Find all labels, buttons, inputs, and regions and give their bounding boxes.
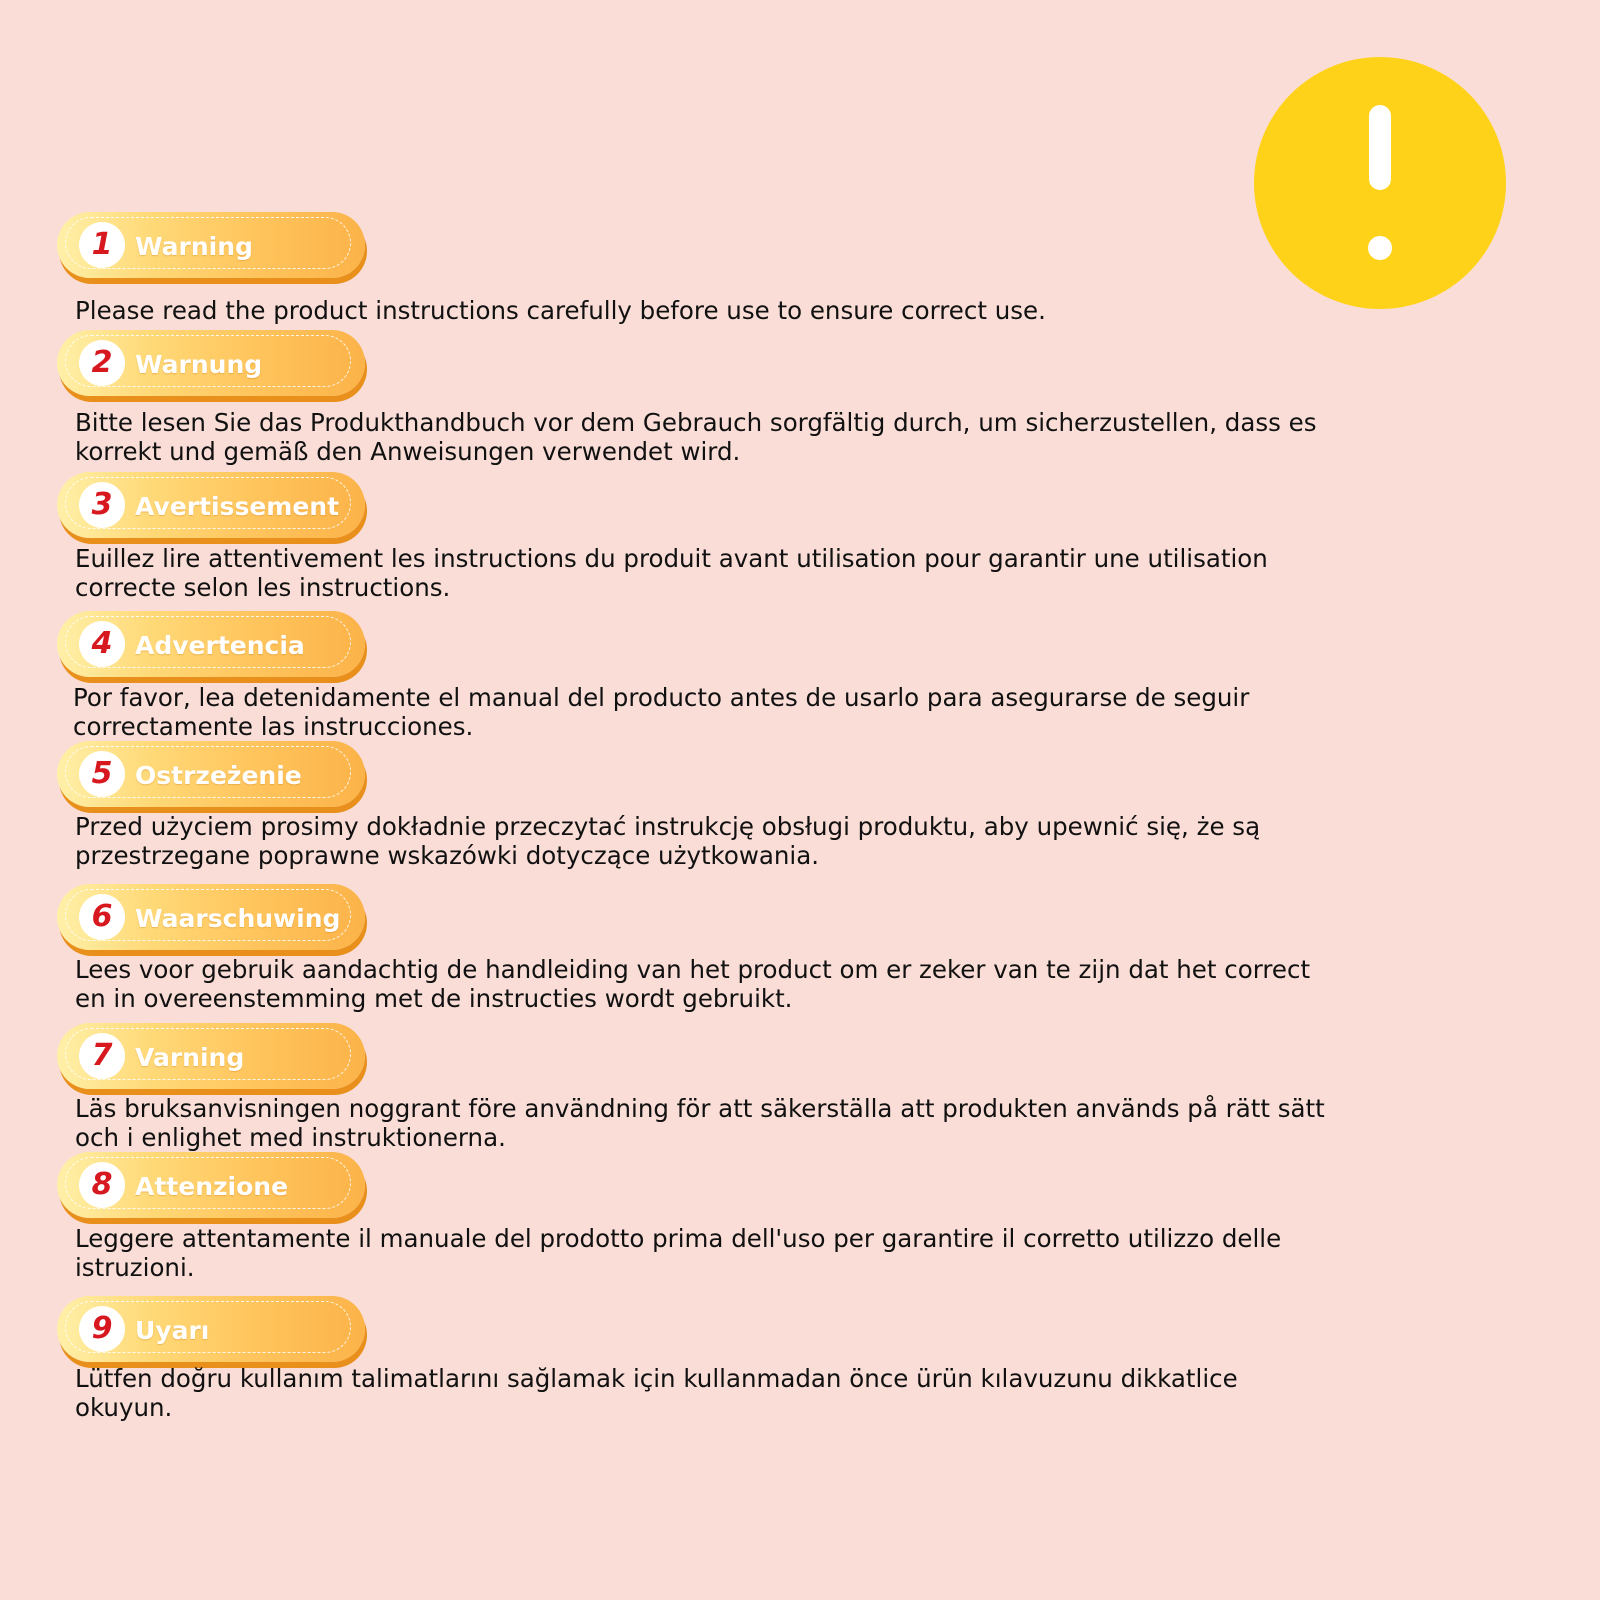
notice-title-pill xyxy=(57,330,365,396)
notice-number: 6 xyxy=(79,894,125,940)
notice-text: Bitte lesen Sie das Produkthandbuch vor dem Gebrauch sorgfältig durch, um sicherzustellen, dass es korrekt und gemäß den Anweisungen verwendet wird. xyxy=(75,408,1317,466)
notice-title-pill xyxy=(57,611,365,677)
notice-title: Attenzione xyxy=(135,1172,289,1201)
notice-text: Lees voor gebruik aandachtig de handleiding van het product om er zeker van te zijn dat het correct en in overeenstemming met de instructies wordt gebruikt. xyxy=(75,955,1311,1013)
notice-text: Przed użyciem prosimy dokładnie przeczytać instrukcję obsługi produktu, aby upewnić się, że są przestrzegane poprawne wskazówki dotyczące użytkowania. xyxy=(75,812,1261,870)
notice-title-pill xyxy=(57,1152,365,1218)
notice-number: 7 xyxy=(79,1033,125,1079)
notice-title: Ostrzeżenie xyxy=(135,761,302,790)
notice-title: Avertissement xyxy=(135,492,340,521)
notice-text: Läs bruksanvisningen noggrant före användning för att säkerställa att produkten används på rätt sätt och i enlighet med instruktionerna. xyxy=(75,1094,1325,1152)
notice-title: Uyarı xyxy=(135,1316,210,1345)
notice-text: Please read the product instructions carefully before use to ensure correct use. xyxy=(75,296,1046,325)
notice-number: 5 xyxy=(79,751,125,797)
notice-number: 2 xyxy=(79,340,125,386)
notice-title-pill xyxy=(57,1296,365,1362)
notice-title: Varning xyxy=(135,1043,245,1072)
notice-number: 3 xyxy=(79,482,125,528)
notice-number: 9 xyxy=(79,1306,125,1352)
notice-title: Warning xyxy=(135,232,253,261)
exclamation-dot xyxy=(1368,236,1392,260)
notice-text: Por favor, lea detenidamente el manual del producto antes de usarlo para asegurarse de seguir correctamente las instrucciones. xyxy=(73,683,1250,741)
notice-title-pill xyxy=(57,472,365,538)
notice-text: Lütfen doğru kullanım talimatlarını sağlamak için kullanmadan önce ürün kılavuzunu dikkatlice okuyun. xyxy=(75,1364,1238,1422)
notice-number: 1 xyxy=(79,222,125,268)
notice-title-pill xyxy=(57,212,365,278)
notice-title: Waarschuwing xyxy=(135,904,341,933)
notice-text: Leggere attentamente il manuale del prodotto prima dell'uso per garantire il corretto utilizzo delle istruzioni. xyxy=(75,1224,1282,1282)
notice-title: Warnung xyxy=(135,350,263,379)
exclamation-icon xyxy=(1254,57,1506,309)
notice-title-pill xyxy=(57,1023,365,1089)
notice-title: Advertencia xyxy=(135,631,305,660)
notice-number: 4 xyxy=(79,621,125,667)
notice-title-pill xyxy=(57,884,365,950)
notice-number: 8 xyxy=(79,1162,125,1208)
notice-text: Euillez lire attentivement les instructions du produit avant utilisation pour garantir une utilisation correcte selon les instructions. xyxy=(75,544,1268,602)
notice-title-pill xyxy=(57,741,365,807)
exclamation-bar xyxy=(1369,105,1391,190)
